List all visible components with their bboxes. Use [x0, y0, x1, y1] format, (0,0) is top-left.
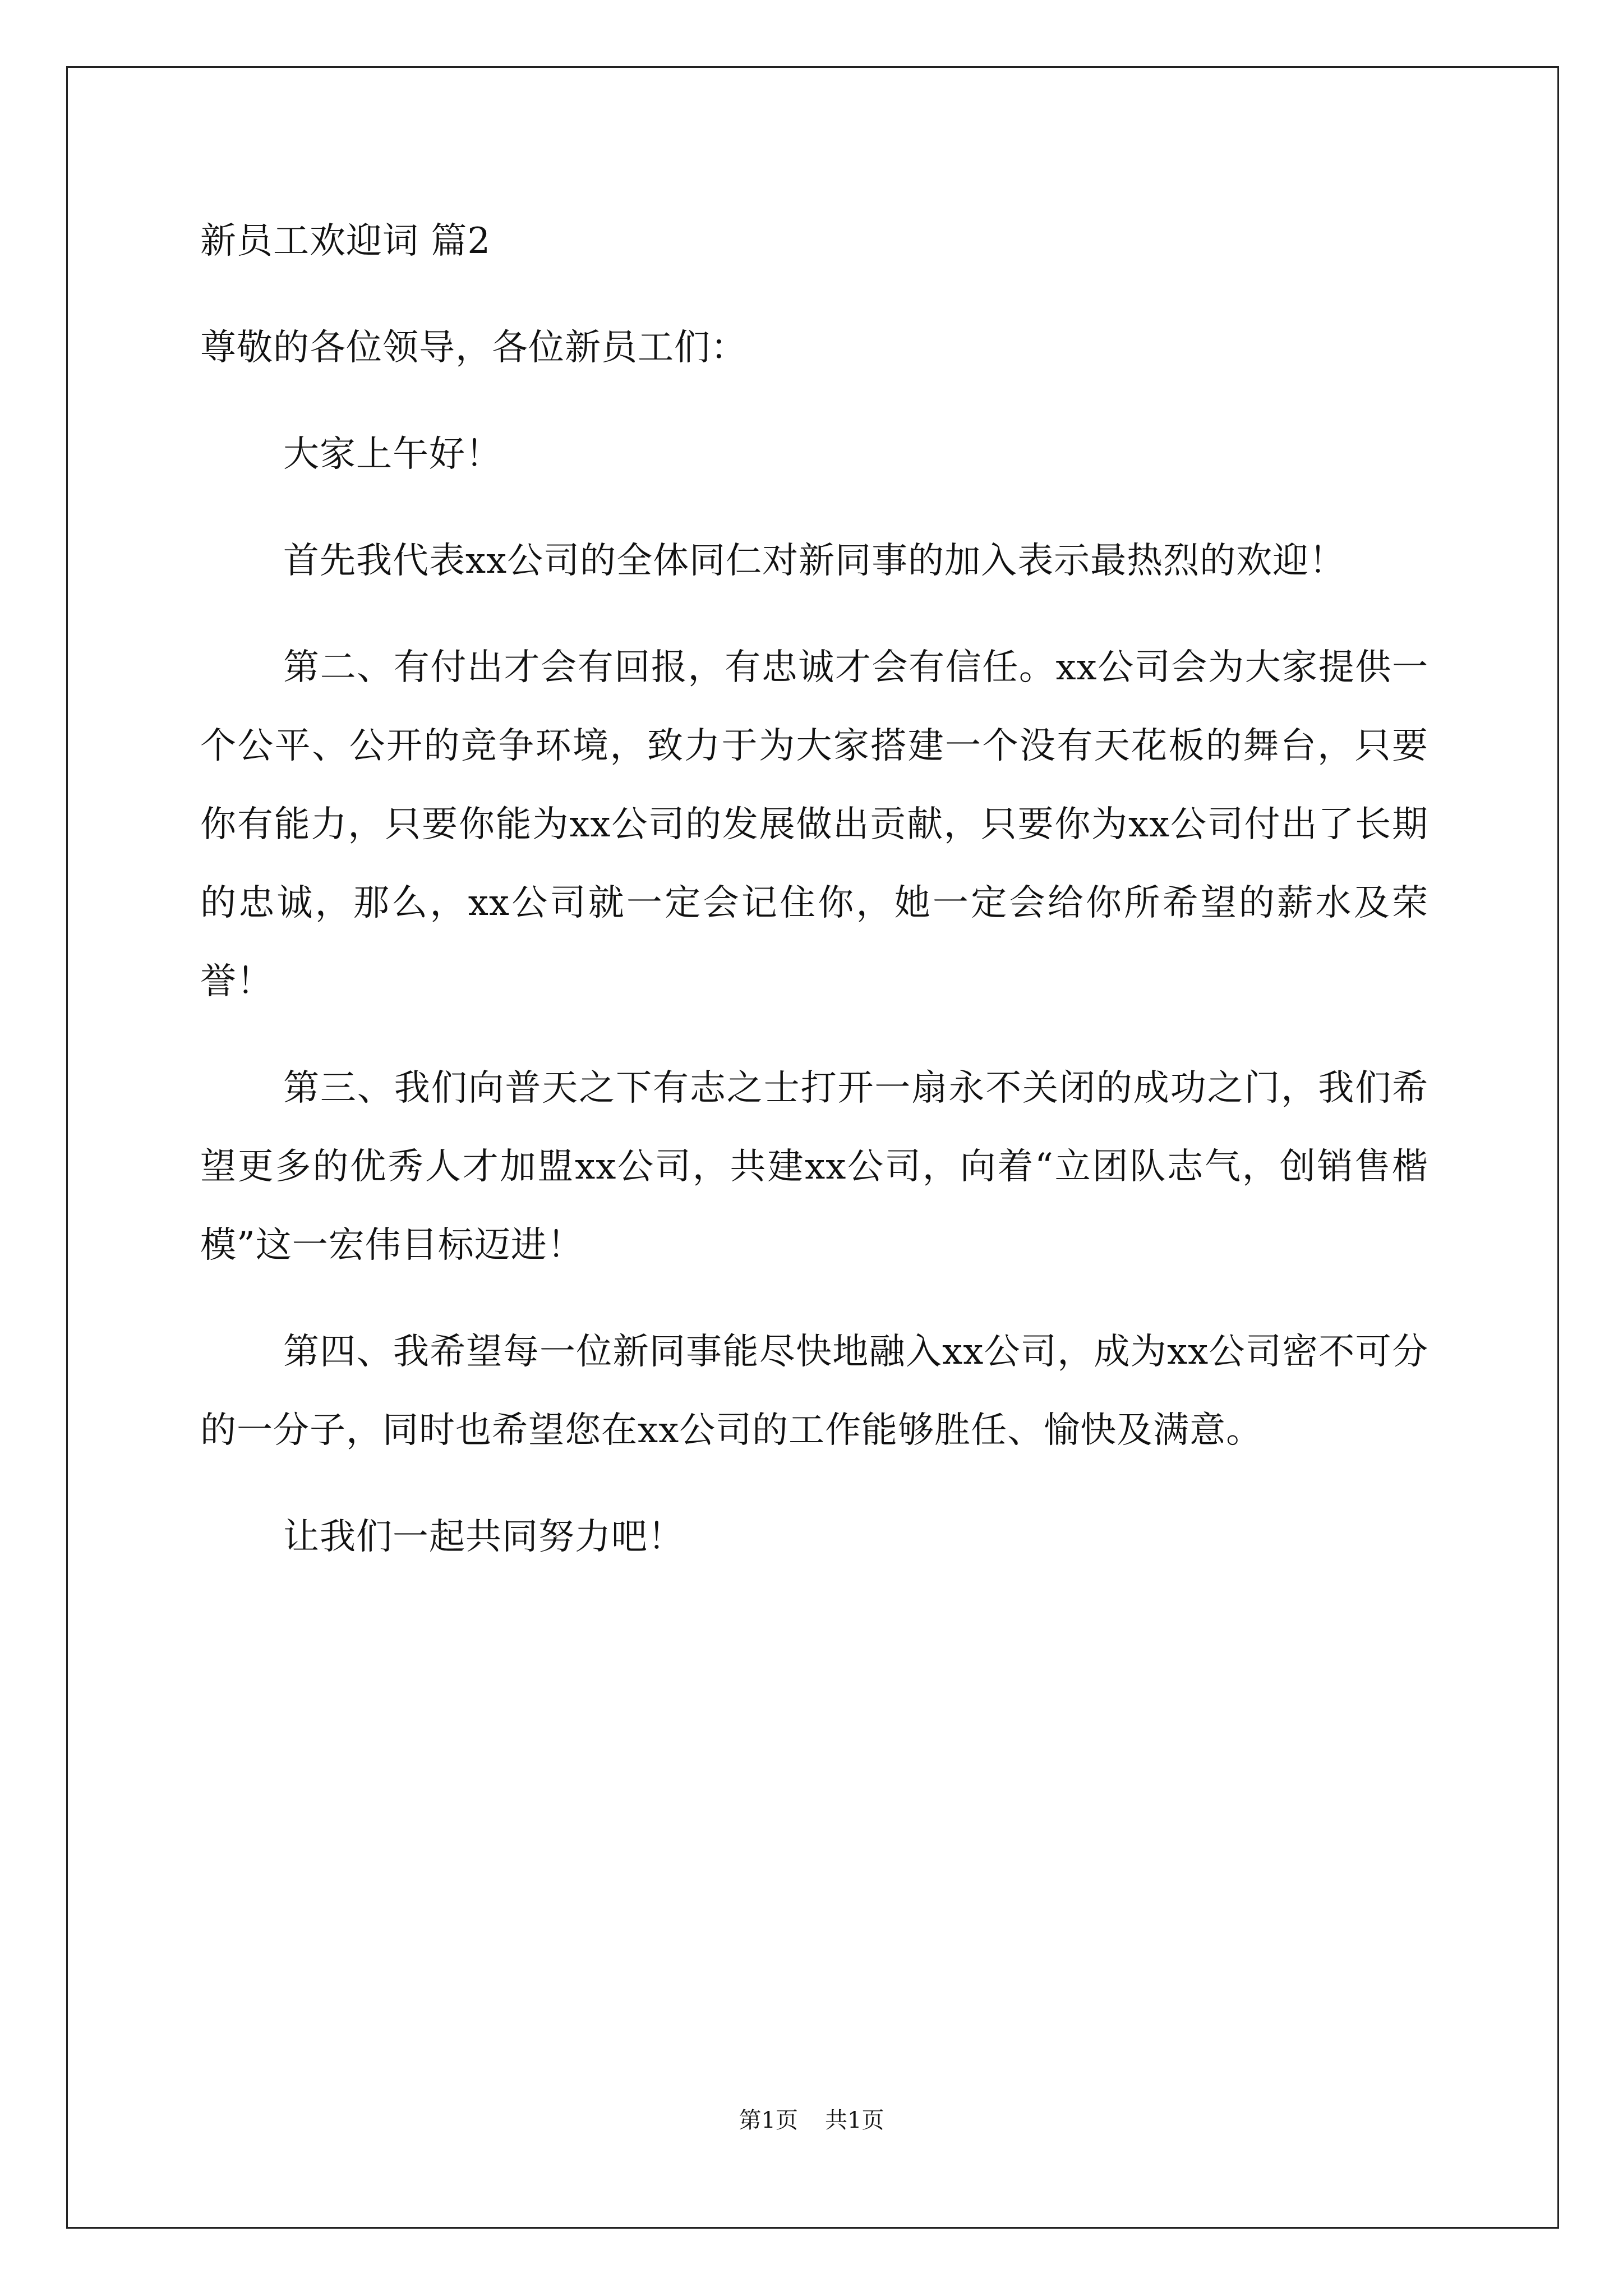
paragraph-closing: 让我们一起共同努力吧！: [283, 1516, 684, 1558]
document-body: [200, 202, 1428, 1576]
paragraph-fourth: 第四、我希望每一位新同事能尽快地融入xx公司，成为xx公司密不可分的一分子，同时也希望您在xx公司的工作能够胜任、愉快及满意。: [200, 1331, 1428, 1451]
page-number: 第1页: [739, 2108, 798, 2133]
paragraph-welcome: 首先我代表xx公司的全体同仁对新同事的加入表示最热烈的欢迎！: [283, 540, 1346, 582]
page-footer: [0, 2102, 1623, 2134]
document-title: 新员工欢迎词 篇2: [200, 220, 491, 262]
salutation: 尊敬的各位领导，各位新员工们：: [200, 327, 747, 369]
paragraph-greeting: 大家上午好！: [283, 434, 502, 475]
paragraph-second: 第二、有付出才会有回报，有忠诚才会有信任。xx公司会为大家提供一个公平、公开的竞争环境，致力于为大家搭建一个没有天花板的舞台，只要你有能力，只要你能为xx公司的发展做出贡献，只要你为xx公司付出了长期的忠诚，那么，xx公司就一定会记住你，她一定会给你所希望的薪水及荣誉！: [200, 647, 1428, 1002]
paragraph-third: 第三、我们向普天之下有志之士打开一扇永不关闭的成功之门，我们希望更多的优秀人才加盟xx公司，共建xx公司，向着“立团队志气，创销售楷模”这一宏伟目标迈进！: [200, 1068, 1428, 1266]
page-total: 共1页: [825, 2108, 884, 2133]
